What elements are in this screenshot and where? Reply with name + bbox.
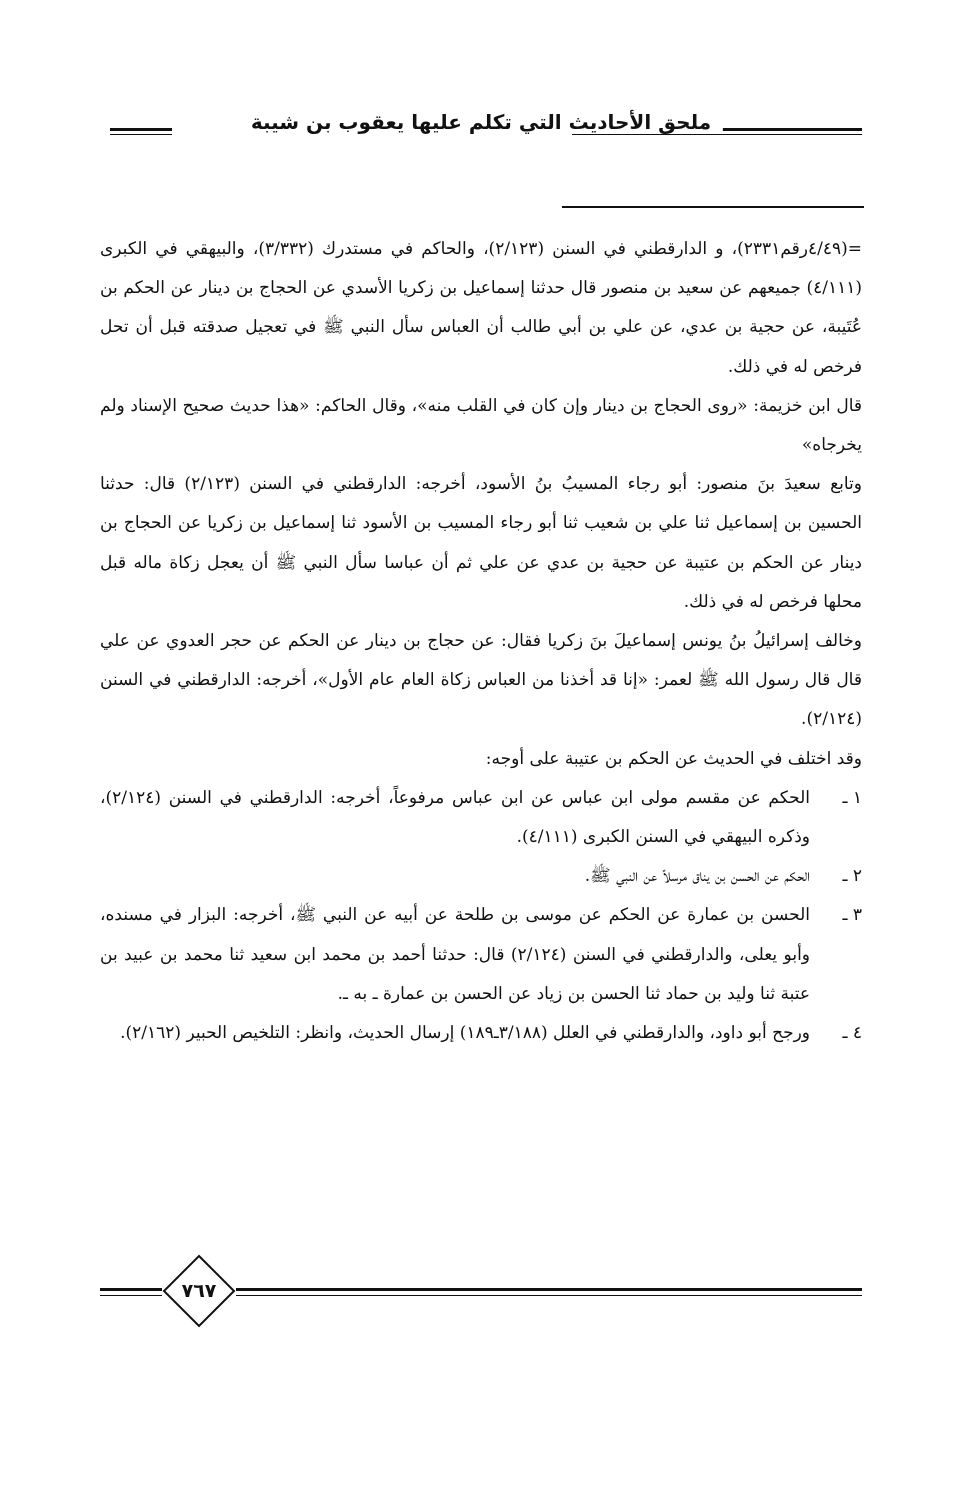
list-item-text: الحسن بن عمارة عن الحكم عن موسى بن طلحة عن أبيه عن النبي ﷺ، أخرجه: البزار في مسنده، وأبو يعلى، والدارقطني في السنن (٢/١٢٤) قال: حدثنا أحمد بن محمد ابن سعيد ثنا محمد بن عبيد بن عتبة ثنا وليد بن حماد ثنا الحسن بن زياد عن الحسن بن عمارة ـ به ـ. [100,905,810,1004]
footer-rule-right [236,1288,862,1291]
list-item-text: ورجح أبو داود، والدارقطني في العلل (٣/١٨٨ـ١٨٩) إرسال الحديث، وانظر: التلخيص الحبير (٢/١٦٢). [120,1023,810,1044]
list-item-number: ٢ ـ [842,866,862,887]
running-header [100,108,862,148]
list-item-text: الحكم عن مقسم مولى ابن عباس عن ابن عباس مرفوعاً، أخرجه: الدارقطني في السنن (٢/١٢٤)، وذكره البيهقي في السنن الكبرى (٤/١١١). [100,787,810,848]
page-footer [100,1254,862,1330]
list-item [100,896,862,1014]
list-item-number: ١ ـ [842,787,862,808]
page-number: ٧٦٧ [181,1280,217,1302]
paragraph-disagreement: وخالف إسرائيلُ بنُ يونس إسماعيلَ بنَ زكريا فقال: عن حجاج بن دينار عن الحكم عن حجر العدوي عن علي قال قال رسول الله ﷺ لعمر: «إنا قد أخذنا من العباس زكاة العام عام الأول»، أخرجه: الدارقطني في السنن (٢/١٢٤). [100,631,862,730]
paragraph-intro-list: وقد اختلف في الحديث عن الحكم بن عتيبة على أوجه: [485,748,862,769]
list-item-number: ٤ ـ [842,1023,862,1044]
footnote-body [100,230,862,1053]
paragraph-grading: قال ابن خزيمة: «روى الحجاج بن دينار وإن كان في القلب منه»، وقال الحاكم: «هذا حديث صحيح الإسناد ولم يخرجاه» [100,395,862,456]
list-item [100,1014,862,1053]
paragraph-follow-up: وتابع سعيدَ بنَ منصور: أبو رجاء المسيبُ بنُ الأسود، أخرجه: الدارقطني في السنن (٢/١٢٣) قال: حدثنا الحسين بن إسماعيل ثنا علي بن شعيب ثنا أبو رجاء المسيب بن الأسود ثنا إسماعيل بن زكريا عن الحجاج بن دينار عن الحكم بن عتيبة عن حجية بن عدي عن علي ثم أن عباسا سأل النبي ﷺ أن يعجل زكاة ماله قبل محلها فرخص له في ذلك. [100,474,862,612]
paragraph-sources: =(٤/٤٩رقم٢٣٣١)، و الدارقطني في السنن (٢/١٢٣)، والحاكم في مستدرك (٣/٣٣٢)، والبيهقي في الكبرى (٤/١١١) جميعهم عن سعيد بن منصور قال حدثنا إسماعيل بن زكريا الأسدي عن الحجاج بن دينار عن الحكم بن عُتَيبة، عن حجية بن عدي، عن علي بن أبي طالب أن العباس سأل النبي ﷺ في تعجيل صدقته قبل أن تحل فرخص له في ذلك. [100,239,862,377]
running-header-title: ملحق الأحاديث التي تكلم عليها يعقوب بن شيبة [239,110,723,134]
footer-rule-left [100,1288,162,1291]
list-item-text: الحكم عن الحسن بن يناق مرسلاً عن النبي ﷺ. [584,866,810,887]
list-item-number: ٣ ـ [842,905,862,926]
list-item [100,857,862,896]
list-item [100,779,862,857]
footnote-separator [562,206,864,208]
header-rule-left [110,128,172,131]
